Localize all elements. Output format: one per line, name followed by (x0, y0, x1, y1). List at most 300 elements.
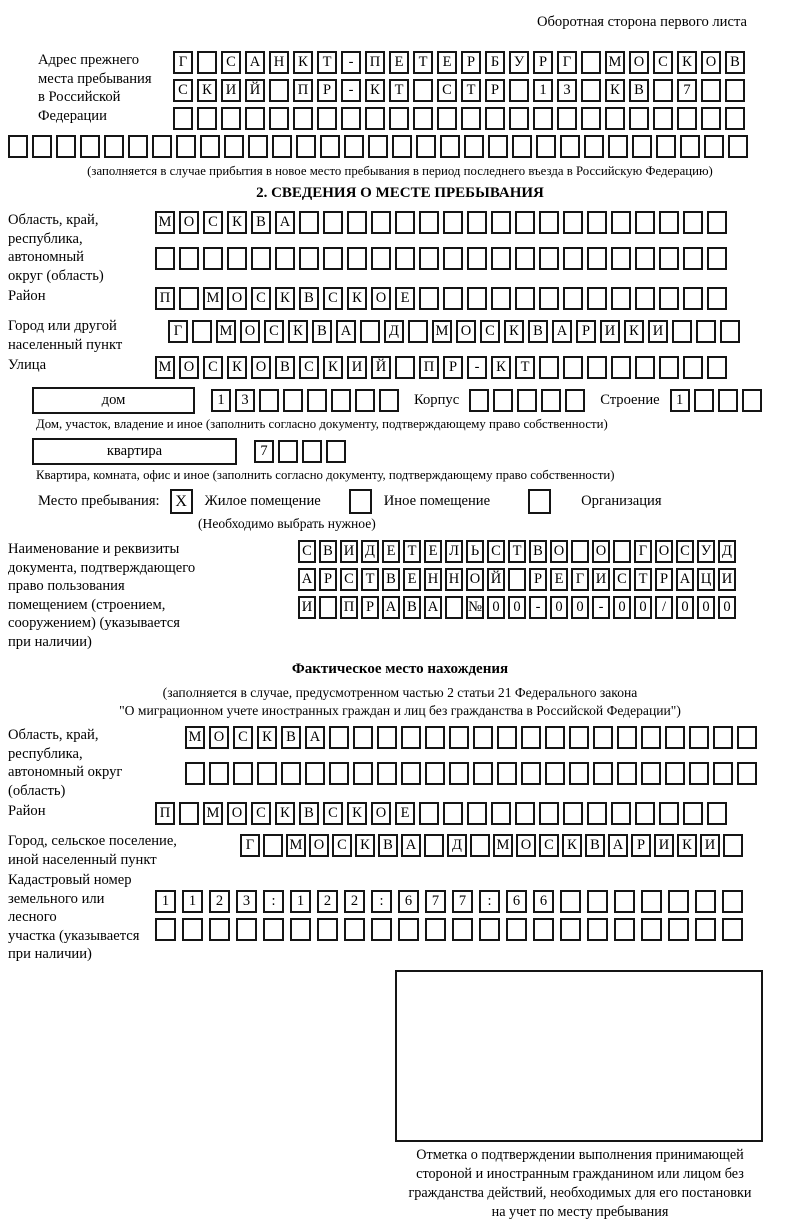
char-cell[interactable] (653, 79, 673, 102)
char-cell[interactable] (718, 389, 738, 412)
char-cell[interactable]: К (491, 356, 511, 379)
char-cell[interactable] (461, 107, 481, 130)
char-cell[interactable] (443, 247, 463, 270)
char-cell[interactable] (449, 762, 469, 785)
char-cell[interactable]: У (697, 540, 715, 563)
char-cell[interactable]: О (629, 51, 649, 74)
char-cell[interactable] (473, 726, 493, 749)
char-cell[interactable]: П (340, 596, 358, 619)
char-cell[interactable] (641, 762, 661, 785)
char-cell[interactable]: Е (424, 540, 442, 563)
char-cell[interactable] (539, 802, 559, 825)
char-cell[interactable] (179, 287, 199, 310)
char-cell[interactable] (245, 107, 265, 130)
char-cell[interactable] (641, 918, 662, 941)
char-cell[interactable]: Р (319, 568, 337, 591)
street-row[interactable] (155, 356, 792, 379)
char-cell[interactable]: 1 (182, 890, 203, 913)
char-cell[interactable] (668, 918, 689, 941)
char-cell[interactable] (497, 762, 517, 785)
char-cell[interactable] (395, 356, 415, 379)
char-cell[interactable]: С (653, 51, 673, 74)
char-cell[interactable]: К (275, 802, 295, 825)
char-cell[interactable]: У (509, 51, 529, 74)
char-cell[interactable] (425, 762, 445, 785)
char-cell[interactable] (725, 79, 745, 102)
char-cell[interactable] (539, 287, 559, 310)
char-cell[interactable] (701, 79, 721, 102)
char-cell[interactable]: О (371, 802, 391, 825)
checkbox-organization[interactable] (528, 489, 551, 514)
char-cell[interactable]: Т (389, 79, 409, 102)
char-cell[interactable] (323, 247, 343, 270)
char-cell[interactable] (672, 320, 692, 343)
actual-city-row[interactable] (240, 834, 792, 857)
prev-address-row-1[interactable] (173, 51, 792, 74)
char-cell[interactable]: О (655, 540, 673, 563)
char-cell[interactable] (659, 356, 679, 379)
char-cell[interactable]: С (340, 568, 358, 591)
char-cell[interactable] (470, 834, 490, 857)
char-cell[interactable] (587, 356, 607, 379)
char-cell[interactable]: Т (515, 356, 535, 379)
char-cell[interactable]: Р (576, 320, 596, 343)
char-cell[interactable]: Е (389, 51, 409, 74)
char-cell[interactable] (326, 440, 346, 463)
char-cell[interactable] (689, 726, 709, 749)
char-cell[interactable] (635, 247, 655, 270)
char-cell[interactable] (695, 918, 716, 941)
char-cell[interactable]: 0 (508, 596, 526, 619)
char-cell[interactable] (641, 726, 661, 749)
char-cell[interactable] (689, 762, 709, 785)
char-cell[interactable]: Р (655, 568, 673, 591)
document-row-2[interactable] (298, 568, 792, 591)
char-cell[interactable] (515, 287, 535, 310)
char-cell[interactable]: С (332, 834, 352, 857)
char-cell[interactable] (659, 802, 679, 825)
char-cell[interactable] (563, 211, 583, 234)
char-cell[interactable] (569, 726, 589, 749)
char-cell[interactable] (227, 247, 247, 270)
char-cell[interactable]: С (676, 540, 694, 563)
char-cell[interactable] (587, 287, 607, 310)
char-cell[interactable]: Т (361, 568, 379, 591)
document-row-3[interactable] (298, 596, 792, 619)
char-cell[interactable] (581, 107, 601, 130)
char-cell[interactable] (677, 107, 697, 130)
char-cell[interactable]: - (341, 51, 361, 74)
char-cell[interactable]: С (487, 540, 505, 563)
char-cell[interactable] (683, 211, 703, 234)
char-cell[interactable] (587, 802, 607, 825)
char-cell[interactable]: - (467, 356, 487, 379)
char-cell[interactable] (593, 726, 613, 749)
char-cell[interactable]: / (655, 596, 673, 619)
char-cell[interactable]: С (613, 568, 631, 591)
char-cell[interactable]: 7 (254, 440, 274, 463)
char-cell[interactable] (737, 762, 757, 785)
char-cell[interactable] (635, 802, 655, 825)
char-cell[interactable]: К (605, 79, 625, 102)
char-cell[interactable] (152, 135, 172, 158)
char-cell[interactable] (467, 211, 487, 234)
char-cell[interactable] (275, 247, 295, 270)
char-cell[interactable]: А (676, 568, 694, 591)
char-cell[interactable] (80, 135, 100, 158)
char-cell[interactable] (293, 107, 313, 130)
prev-address-row-3[interactable] (173, 107, 792, 130)
char-cell[interactable]: С (203, 356, 223, 379)
char-cell[interactable]: К (293, 51, 313, 74)
char-cell[interactable] (683, 802, 703, 825)
char-cell[interactable] (371, 247, 391, 270)
char-cell[interactable] (360, 320, 380, 343)
char-cell[interactable] (197, 51, 217, 74)
char-cell[interactable]: Г (240, 834, 260, 857)
char-cell[interactable]: И (700, 834, 720, 857)
char-cell[interactable] (563, 247, 583, 270)
char-cell[interactable]: М (203, 287, 223, 310)
char-cell[interactable]: Т (461, 79, 481, 102)
char-cell[interactable] (571, 540, 589, 563)
char-cell[interactable] (696, 320, 716, 343)
char-cell[interactable] (659, 287, 679, 310)
char-cell[interactable] (632, 135, 652, 158)
char-cell[interactable] (344, 918, 365, 941)
char-cell[interactable] (539, 247, 559, 270)
char-cell[interactable] (611, 211, 631, 234)
char-cell[interactable]: Г (571, 568, 589, 591)
char-cell[interactable]: Е (437, 51, 457, 74)
char-cell[interactable]: Е (382, 540, 400, 563)
char-cell[interactable] (493, 389, 513, 412)
char-cell[interactable]: И (718, 568, 736, 591)
char-cell[interactable] (233, 762, 253, 785)
char-cell[interactable]: О (227, 287, 247, 310)
char-cell[interactable] (379, 389, 399, 412)
char-cell[interactable] (128, 135, 148, 158)
char-cell[interactable]: В (319, 540, 337, 563)
char-cell[interactable] (506, 918, 527, 941)
char-cell[interactable] (611, 287, 631, 310)
char-cell[interactable] (467, 247, 487, 270)
char-cell[interactable]: О (227, 802, 247, 825)
char-cell[interactable] (707, 356, 727, 379)
char-cell[interactable]: С (251, 802, 271, 825)
char-cell[interactable]: К (288, 320, 308, 343)
char-cell[interactable] (257, 762, 277, 785)
char-cell[interactable] (659, 211, 679, 234)
char-cell[interactable] (179, 247, 199, 270)
char-cell[interactable] (725, 107, 745, 130)
prev-address-row-4[interactable] (8, 135, 792, 158)
char-cell[interactable]: Т (413, 51, 433, 74)
char-cell[interactable] (269, 107, 289, 130)
char-cell[interactable] (179, 802, 199, 825)
char-cell[interactable] (614, 890, 635, 913)
char-cell[interactable]: П (419, 356, 439, 379)
char-cell[interactable] (508, 568, 526, 591)
char-cell[interactable] (653, 107, 673, 130)
char-cell[interactable]: В (251, 211, 271, 234)
char-cell[interactable] (533, 107, 553, 130)
char-cell[interactable]: Н (424, 568, 442, 591)
city-row[interactable] (168, 320, 792, 343)
char-cell[interactable]: К (677, 834, 697, 857)
char-cell[interactable]: А (245, 51, 265, 74)
char-cell[interactable] (680, 135, 700, 158)
char-cell[interactable]: Б (485, 51, 505, 74)
char-cell[interactable] (722, 918, 743, 941)
house-type-box[interactable]: дом (32, 387, 195, 414)
char-cell[interactable]: Й (245, 79, 265, 102)
char-cell[interactable] (723, 834, 743, 857)
char-cell[interactable]: О (371, 287, 391, 310)
char-cell[interactable] (521, 762, 541, 785)
stroenie-row[interactable] (670, 389, 766, 412)
char-cell[interactable]: К (197, 79, 217, 102)
char-cell[interactable] (635, 211, 655, 234)
char-cell[interactable]: В (299, 287, 319, 310)
char-cell[interactable]: Р (485, 79, 505, 102)
char-cell[interactable]: Р (361, 596, 379, 619)
char-cell[interactable]: М (432, 320, 452, 343)
char-cell[interactable]: Т (403, 540, 421, 563)
char-cell[interactable]: 0 (550, 596, 568, 619)
char-cell[interactable]: Р (461, 51, 481, 74)
char-cell[interactable]: В (725, 51, 745, 74)
char-cell[interactable] (197, 107, 217, 130)
char-cell[interactable]: И (298, 596, 316, 619)
char-cell[interactable]: Ь (466, 540, 484, 563)
char-cell[interactable]: 0 (634, 596, 652, 619)
char-cell[interactable] (656, 135, 676, 158)
char-cell[interactable] (560, 918, 581, 941)
char-cell[interactable]: К (227, 356, 247, 379)
checkbox-other-premises[interactable] (349, 489, 372, 514)
char-cell[interactable]: 6 (398, 890, 419, 913)
char-cell[interactable]: К (347, 802, 367, 825)
char-cell[interactable]: С (323, 287, 343, 310)
char-cell[interactable] (515, 211, 535, 234)
char-cell[interactable] (611, 356, 631, 379)
char-cell[interactable]: С (264, 320, 284, 343)
char-cell[interactable]: Р (533, 51, 553, 74)
char-cell[interactable] (629, 107, 649, 130)
char-cell[interactable] (452, 918, 473, 941)
char-cell[interactable] (155, 247, 175, 270)
char-cell[interactable] (683, 247, 703, 270)
char-cell[interactable] (581, 51, 601, 74)
char-cell[interactable] (200, 135, 220, 158)
char-cell[interactable] (319, 596, 337, 619)
char-cell[interactable]: А (552, 320, 572, 343)
char-cell[interactable] (341, 107, 361, 130)
char-cell[interactable] (720, 320, 740, 343)
char-cell[interactable] (437, 107, 457, 130)
char-cell[interactable]: Е (395, 287, 415, 310)
char-cell[interactable]: В (281, 726, 301, 749)
char-cell[interactable] (509, 107, 529, 130)
char-cell[interactable]: О (240, 320, 260, 343)
char-cell[interactable]: С (251, 287, 271, 310)
char-cell[interactable] (659, 247, 679, 270)
char-cell[interactable] (413, 79, 433, 102)
char-cell[interactable]: В (528, 320, 548, 343)
char-cell[interactable]: О (251, 356, 271, 379)
char-cell[interactable] (613, 540, 631, 563)
char-cell[interactable]: С (298, 540, 316, 563)
char-cell[interactable]: 0 (613, 596, 631, 619)
char-cell[interactable] (683, 356, 703, 379)
char-cell[interactable]: К (227, 211, 247, 234)
char-cell[interactable]: 2 (344, 890, 365, 913)
char-cell[interactable] (539, 211, 559, 234)
char-cell[interactable]: А (298, 568, 316, 591)
char-cell[interactable]: О (701, 51, 721, 74)
char-cell[interactable] (56, 135, 76, 158)
char-cell[interactable] (419, 247, 439, 270)
char-cell[interactable] (104, 135, 124, 158)
char-cell[interactable] (389, 107, 409, 130)
char-cell[interactable] (704, 135, 724, 158)
char-cell[interactable]: Е (395, 802, 415, 825)
char-cell[interactable] (611, 247, 631, 270)
char-cell[interactable]: 1 (211, 389, 231, 412)
char-cell[interactable]: Р (317, 79, 337, 102)
char-cell[interactable]: И (654, 834, 674, 857)
char-cell[interactable]: 0 (718, 596, 736, 619)
char-cell[interactable]: С (173, 79, 193, 102)
char-cell[interactable]: А (275, 211, 295, 234)
char-cell[interactable] (668, 890, 689, 913)
char-cell[interactable]: М (185, 726, 205, 749)
char-cell[interactable]: Г (168, 320, 188, 343)
char-cell[interactable] (737, 726, 757, 749)
char-cell[interactable]: К (355, 834, 375, 857)
char-cell[interactable] (509, 79, 529, 102)
char-cell[interactable] (329, 762, 349, 785)
char-cell[interactable]: Н (445, 568, 463, 591)
char-cell[interactable] (694, 389, 714, 412)
char-cell[interactable] (347, 247, 367, 270)
char-cell[interactable]: М (493, 834, 513, 857)
char-cell[interactable]: 6 (506, 890, 527, 913)
char-cell[interactable]: В (299, 802, 319, 825)
char-cell[interactable] (464, 135, 484, 158)
char-cell[interactable] (209, 918, 230, 941)
char-cell[interactable] (302, 440, 322, 463)
char-cell[interactable]: А (608, 834, 628, 857)
char-cell[interactable]: П (155, 287, 175, 310)
char-cell[interactable]: К (624, 320, 644, 343)
char-cell[interactable]: О (516, 834, 536, 857)
char-cell[interactable]: О (179, 356, 199, 379)
char-cell[interactable] (587, 247, 607, 270)
char-cell[interactable]: О (309, 834, 329, 857)
char-cell[interactable] (497, 726, 517, 749)
char-cell[interactable]: И (592, 568, 610, 591)
char-cell[interactable] (467, 802, 487, 825)
char-cell[interactable]: - (592, 596, 610, 619)
char-cell[interactable]: К (562, 834, 582, 857)
char-cell[interactable]: Й (371, 356, 391, 379)
char-cell[interactable] (331, 389, 351, 412)
char-cell[interactable]: В (585, 834, 605, 857)
char-cell[interactable]: К (257, 726, 277, 749)
char-cell[interactable] (425, 726, 445, 749)
char-cell[interactable] (176, 135, 196, 158)
char-cell[interactable] (8, 135, 28, 158)
char-cell[interactable] (608, 135, 628, 158)
char-cell[interactable]: М (605, 51, 625, 74)
char-cell[interactable] (635, 356, 655, 379)
char-cell[interactable]: Д (447, 834, 467, 857)
char-cell[interactable]: П (155, 802, 175, 825)
char-cell[interactable] (269, 79, 289, 102)
char-cell[interactable]: И (648, 320, 668, 343)
char-cell[interactable] (353, 726, 373, 749)
char-cell[interactable] (722, 890, 743, 913)
cadastral-row-2[interactable] (155, 918, 792, 941)
cadastral-row-1[interactable] (155, 890, 792, 913)
char-cell[interactable] (192, 320, 212, 343)
char-cell[interactable]: № (466, 596, 484, 619)
char-cell[interactable] (290, 918, 311, 941)
char-cell[interactable]: Р (443, 356, 463, 379)
char-cell[interactable]: Е (550, 568, 568, 591)
char-cell[interactable] (353, 762, 373, 785)
char-cell[interactable] (611, 802, 631, 825)
char-cell[interactable]: 2 (209, 890, 230, 913)
char-cell[interactable] (665, 726, 685, 749)
char-cell[interactable] (605, 107, 625, 130)
actual-district-row[interactable] (155, 802, 792, 825)
char-cell[interactable]: Т (508, 540, 526, 563)
char-cell[interactable]: Т (634, 568, 652, 591)
checkbox-residential[interactable]: X (170, 489, 193, 514)
char-cell[interactable]: О (179, 211, 199, 234)
char-cell[interactable] (560, 890, 581, 913)
char-cell[interactable] (467, 287, 487, 310)
char-cell[interactable] (365, 107, 385, 130)
char-cell[interactable]: К (275, 287, 295, 310)
char-cell[interactable] (283, 389, 303, 412)
char-cell[interactable] (259, 389, 279, 412)
char-cell[interactable] (248, 135, 268, 158)
char-cell[interactable]: Р (631, 834, 651, 857)
char-cell[interactable] (728, 135, 748, 158)
char-cell[interactable]: : (371, 890, 392, 913)
char-cell[interactable]: Е (403, 568, 421, 591)
char-cell[interactable] (413, 107, 433, 130)
char-cell[interactable] (545, 726, 565, 749)
char-cell[interactable]: 0 (571, 596, 589, 619)
char-cell[interactable] (695, 890, 716, 913)
char-cell[interactable] (329, 726, 349, 749)
char-cell[interactable]: 3 (557, 79, 577, 102)
char-cell[interactable]: С (233, 726, 253, 749)
char-cell[interactable] (419, 287, 439, 310)
char-cell[interactable] (617, 762, 637, 785)
char-cell[interactable]: В (403, 596, 421, 619)
char-cell[interactable] (491, 247, 511, 270)
char-cell[interactable] (398, 918, 419, 941)
apartment-number-row[interactable] (254, 440, 350, 463)
char-cell[interactable]: М (155, 211, 175, 234)
char-cell[interactable] (371, 211, 391, 234)
